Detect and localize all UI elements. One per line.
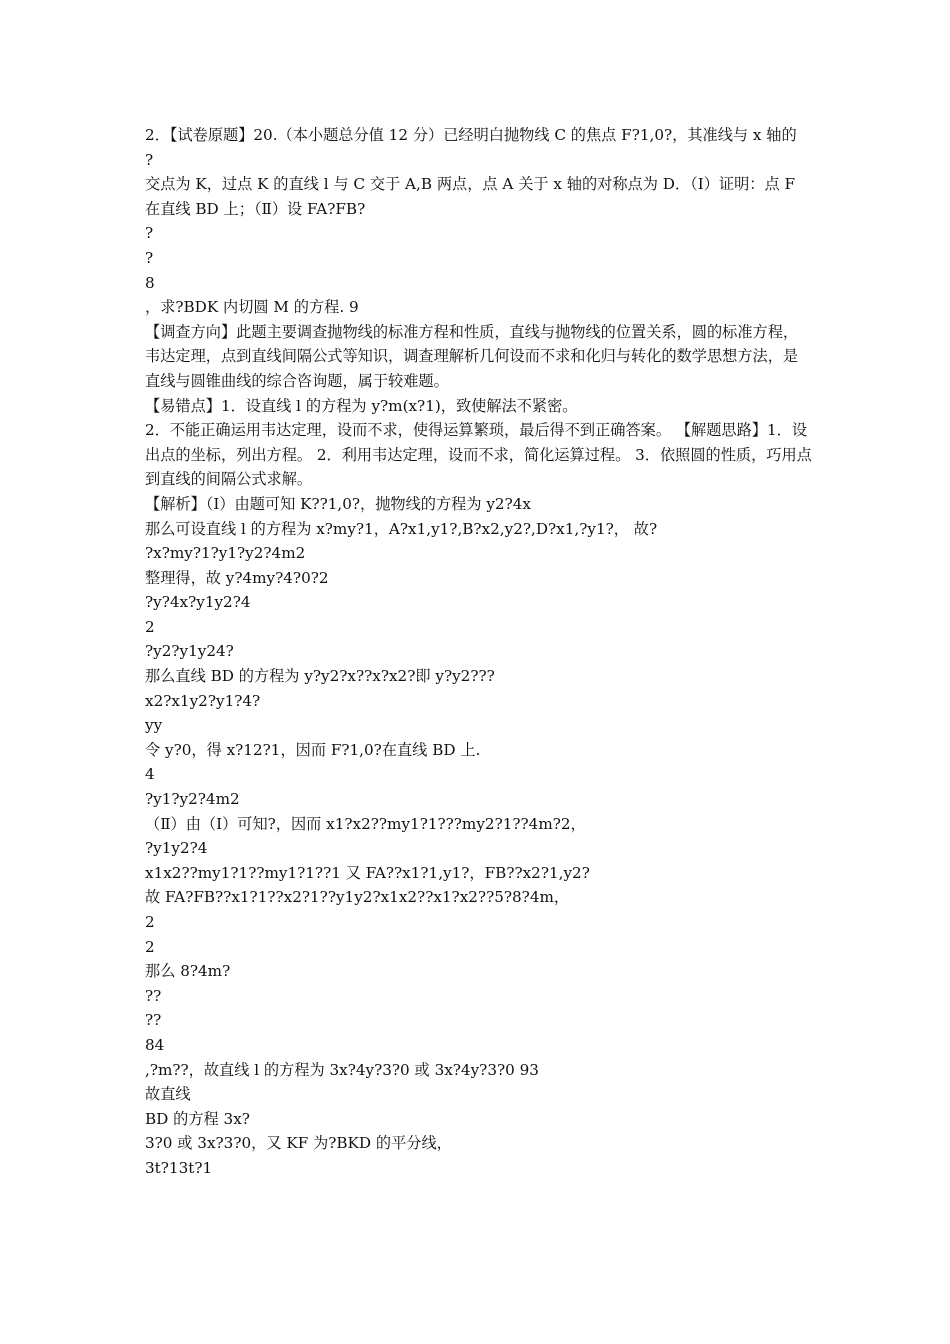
text-line: 8 — [145, 273, 155, 292]
error-prone-point-2-and-approach: 2．不能正确运用韦达定理，设而不求，使得运算繁琐，最后得不到正确答案。 【解题思路】1．设出点的坐标，列出方程。 2．利用韦达定理，设而不求，简化运算过程。 3．依照圆的性质，巧用点到直线的间隔公式求解。 — [145, 421, 812, 489]
text-line: ? — [145, 150, 154, 169]
solution-heading-line: 【解析】（Ⅰ）由题可知 K??1,0?，抛物线的方程为 y2?4x — [145, 494, 531, 513]
solution-line: 2 — [145, 937, 155, 956]
solution-line: 3?0 或 3x?3?0，又 KF 为?BKD 的平分线， — [145, 1134, 452, 1153]
solution-line: 4 — [145, 765, 155, 784]
solution-part-2-line: （Ⅱ）由（Ⅰ）可知?，因而 x1?x2??my1?1???my2?1??4m?2， — [145, 814, 586, 833]
solution-line: 那么 8?4m? — [145, 962, 231, 981]
exam-focus-paragraph: 【调查方向】此题主要调查抛物线的标准方程和性质，直线与抛物线的位置关系，圆的标准方程，韦达定理，点到直线间隔公式等知识，调查理解析几何设而不求和化归与转化的数学思想方法，是直线与圆锥曲线的综合咨询题，属于较难题。 — [145, 322, 799, 390]
problem-statement-line-2: 交点为 K，过点 K 的直线 l 与 C 交于 A,B 两点，点 A 关于 x 轴的对称点为 D．（Ⅰ）证明：点 F 在直线 BD 上；（Ⅱ）设 FA?FB? — [145, 175, 796, 218]
solution-line: 3t?13t?1 — [145, 1158, 213, 1177]
solution-line: 2 — [145, 913, 155, 931]
solution-line: ?y?4x?y1y2?4 — [145, 593, 251, 612]
solution-line: 故 FA?FB??x1?1??x2?1??y1y2?x1x2??x1?x2??5?8?4m， — [145, 888, 570, 907]
solution-line: ?? — [145, 1011, 162, 1030]
problem-question-line: ，求?BDK 内切圆 M 的方程. 9 — [145, 298, 359, 317]
solution-line: x2?x1y2?y1?4? — [145, 691, 261, 710]
solution-line: ?y1y2?4 — [145, 839, 208, 858]
problem-statement-line-1: 2．【试卷原题】20.（本小题总分值 12 分）已经明白抛物线 C 的焦点 F?1,0?，其准线与 x 轴的 — [145, 126, 797, 144]
document-body — [145, 123, 813, 1181]
error-prone-point-1: 【易错点】1．设直线 l 的方程为 y?m(x?1)，致使解法不紧密。 — [145, 396, 578, 415]
solution-line: ?x?my?1?y1?y2?4m2 — [145, 544, 306, 563]
solution-line: ?? — [145, 986, 162, 1005]
solution-line: 故直线 — [145, 1085, 191, 1104]
solution-line: x1x2??my1?1??my1?1??1 又 FA??x1?1,y1?，FB??x2?1,y2? — [145, 863, 590, 882]
text-line: ? — [145, 248, 154, 267]
solution-line: 那么直线 BD 的方程为 y?y2?x??x?x2?即 y?y2??? — [145, 667, 495, 686]
solution-line: ?y2?y1y24? — [145, 642, 234, 661]
solution-line: yy — [145, 716, 163, 735]
solution-line: ?y1?y2?4m2 — [145, 790, 240, 809]
text-line: ? — [145, 224, 154, 243]
solution-line: 那么可设直线 l 的方程为 x?my?1，A?x1,y1?,B?x2,y2?,D?x1,?y1?， 故? — [145, 519, 658, 538]
solution-line: 令 y?0，得 x?12?1，因而 F?1,0?在直线 BD 上. — [145, 740, 481, 759]
solution-line: 84 — [145, 1035, 165, 1054]
solution-line: 2 — [145, 617, 155, 636]
solution-line: BD 的方程 3x? — [145, 1109, 250, 1128]
solution-line: 整理得，故 y?4my?4?0?2 — [145, 568, 329, 587]
solution-line: ,?m??，故直线 l 的方程为 3x?4y?3?0 或 3x?4y?3?0 93 — [145, 1060, 539, 1079]
